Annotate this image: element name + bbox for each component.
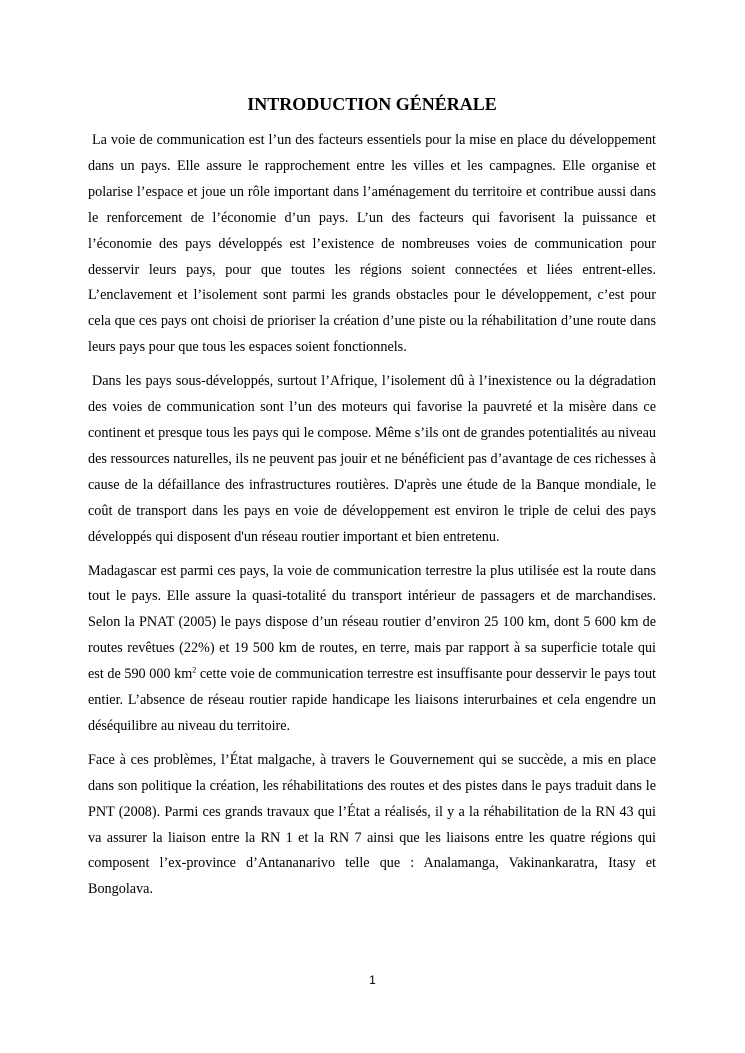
paragraph-3-text-b: cette voie de communication terrestre est insuffisante pour desservir le pays tout entier. L’absence de réseau routier rapide handicape les liaisons interurbaines et cela engendre un déséquilibre au niveau du territoire. (88, 666, 656, 734)
page-number: 1 (369, 973, 376, 987)
paragraph-4: Face à ces problèmes, l’État malgache, à travers le Gouvernement qui se succède, a mis en place dans son politique la création, les réhabilitations des routes et des pistes dans le pays traduit dans le PNT (2008). Parmi ces grands travaux que l’État a réalisés, il y a la réhabilitation de la RN 43 qui va assurer la liaison entre la RN 1 et la RN 7 ainsi que les liaisons entre les quatre régions qui composent l’ex-province d’Antananarivo telle que : Analamanga, Vakinankaratra, Itasy et Bongolava. (88, 751, 656, 898)
document-page (88, 92, 656, 911)
page-title: INTRODUCTION GÉNÉRALE (247, 94, 497, 114)
paragraph-1: La voie de communication est l’un des facteurs essentiels pour la mise en place du développement dans un pays. Elle assure le rapprochement entre les villes et les campagnes. Elle organise et polarise l’espace et joue un rôle important dans l’aménagement du territoire et contribue aussi dans le renforcement de l’économie d’un pays. L’un des facteurs qui favorisent la puissance et l’économie des pays développés est l’existence de nombreuses voies de communication pour desservir leurs pays, pour que toutes les régions soient connectées et liées entrent-elles. L’enclavement et l’isolement sont parmi les grands obstacles pour le développement, c’est pour cela que ces pays ont choisi de prioriser la création d’une piste ou la réhabilitation d’une route dans leurs pays pour que tous les espaces soient fonctionnels. (88, 132, 656, 356)
superscript-squared: 2 (192, 665, 197, 675)
paragraph-3-text-a: Madagascar est parmi ces pays, la voie de communication terrestre la plus utilisée est la route dans tout le pays. Elle assure la quasi-totalité du transport intérieur de passagers et de marchandises. Selon la PNAT (2005) le pays dispose d’un réseau routier d’environ 25 100 km, dont 5 600 km de routes revêtues (22%) et 19 500 km de routes, en terre, mais par rapport à sa superficie totale qui est de 590 000 km (88, 562, 656, 683)
paragraph-3 (88, 559, 656, 740)
paragraph-2: Dans les pays sous-développés, surtout l’Afrique, l’isolement dû à l’inexistence ou la dégradation des voies de communication sont l’un des moteurs qui favorise la pauvreté et la misère dans ce continent et presque tous les pays qui le compose. Même s’ils ont de grandes potentialités au niveau des ressources naturelles, ils ne peuvent pas jouir et ne bénéficient pas d’avantage de ces richesses à cause de la défaillance des infrastructures routières. D'après une étude de la Banque mondiale, le coût de transport dans les pays en voie de développement est environ le triple de celui des pays développés qui disposent d'un réseau routier important et bien entretenu. (88, 373, 656, 545)
